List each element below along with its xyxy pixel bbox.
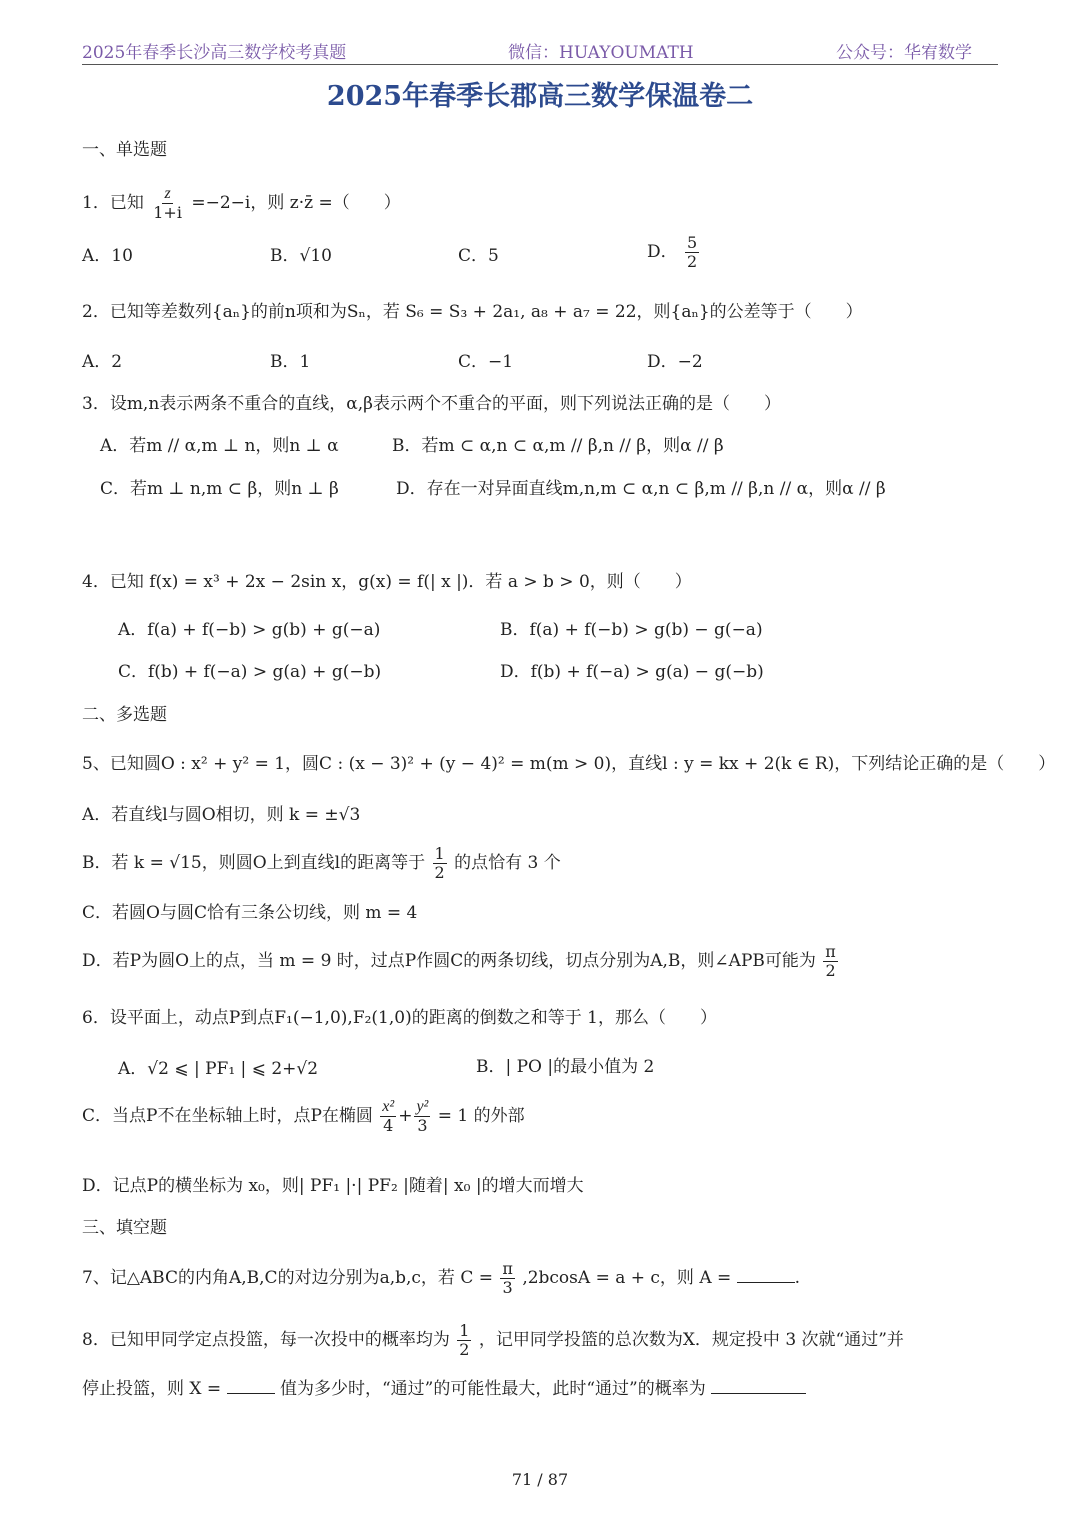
q1-option-c: C．5 — [458, 246, 499, 266]
q8-answer-blank-x[interactable] — [227, 1375, 275, 1394]
q5-option-d — [82, 943, 840, 980]
q6-c-denominator-4: 4 — [383, 1116, 394, 1135]
q5-b-numerator: 1 — [434, 844, 445, 863]
section-heading-fill-in: 三、填空题 — [82, 1218, 167, 1238]
q8-fraction — [457, 1322, 471, 1359]
q6-option-b: B．| PO |的最小值为 2 — [476, 1057, 655, 1077]
q3-option-c: C．若m ⊥ n,m ⊂ β，则n ⊥ β — [100, 479, 339, 499]
q7-answer-blank[interactable] — [737, 1264, 795, 1283]
q7-fraction — [500, 1260, 515, 1297]
q4-option-c: C．f(b) + f(−a) > g(a) + g(−b) — [118, 662, 382, 682]
q7-prefix: 7、记△ABC的内角A,B,C的对边分别为a,b,c，若 C = — [82, 1268, 493, 1288]
q1-fraction-numerator: z — [164, 185, 171, 202]
q2-option-b: B．1 — [270, 352, 311, 372]
q5-b-prefix: B．若 k = √15，则圆O上到直线l的距离等于 — [82, 853, 426, 873]
question-5-stem: 5、已知圆O : x² + y² = 1，圆C : (x − 3)² + (y − 4)² = m(m > 0)，直线l : y = kx + 2(k ∈ R)，下列结论正确的是（ ） — [82, 754, 1056, 774]
question-2-stem: 2．已知等差数列{aₙ}的前n项和为Sₙ，若 S₆ = S₃ + 2a₁, a₈ + a₇ = 22，则{aₙ}的公差等于（ ） — [82, 302, 863, 322]
q1-option-d — [647, 234, 701, 271]
q1-fraction-denominator: 1+i — [153, 203, 182, 222]
question-7-stem — [82, 1260, 800, 1297]
header-center: 微信：HUAYOUMATH — [508, 43, 694, 63]
q8-numerator: 1 — [459, 1321, 470, 1340]
section-heading-multiple-choice: 二、多选题 — [82, 705, 167, 725]
q8-line2-middle: 值为多少时，“通过”的可能性最大，此时“通过”的概率为 — [279, 1379, 706, 1399]
header-divider — [82, 64, 998, 65]
q6-option-d: D．记点P的横坐标为 x₀，则| PF₁ |·| PF₂ |随着| x₀ |的增大而增大 — [82, 1176, 584, 1196]
q6-option-a: A．√2 ⩽ | PF₁ | ⩽ 2+√2 — [118, 1059, 319, 1079]
q1-fraction — [151, 185, 184, 222]
header-left: 2025年春季长沙高三数学校考真题 — [82, 43, 347, 63]
q5-d-numerator: π — [825, 942, 836, 961]
q8-line2-prefix: 停止投篮，则 X = — [82, 1379, 222, 1399]
q6-c-denominator-3: 3 — [417, 1116, 428, 1135]
q1-option-b: B．√10 — [270, 246, 332, 266]
q7-numerator: π — [502, 1259, 513, 1278]
q8-suffix: ，记甲同学投篮的总次数为X．规定投中 3 次就“通过”并 — [478, 1330, 904, 1350]
q6-option-c — [82, 1098, 525, 1135]
q5-b-denominator: 2 — [434, 863, 445, 882]
q5-d-denominator: 2 — [825, 961, 836, 980]
q7-suffix: ,2bcosA = a + c，则 A = — [522, 1268, 732, 1288]
q3-option-d: D．存在一对异面直线m,n,m ⊂ α,n ⊂ β,m // β,n // α，则α // β — [396, 479, 886, 499]
question-4-stem: 4．已知 f(x) = x³ + 2x − 2sin x，g(x) = f(| x |)．若 a > b > 0，则（ ） — [82, 572, 692, 592]
question-8-stem — [82, 1322, 904, 1359]
q6-c-fraction-x — [380, 1098, 396, 1135]
page-title: 2025年春季长郡高三数学保温卷二 — [326, 81, 754, 112]
q1-prefix: 1．已知 — [82, 193, 144, 213]
q6-c-plus: + — [398, 1106, 413, 1126]
q1-suffix: =−2−i，则 z·z̄ =（ ） — [191, 193, 401, 213]
q6-c-fraction-y — [414, 1098, 430, 1135]
q8-prefix: 8．已知甲同学定点投篮，每一次投中的概率均为 — [82, 1330, 450, 1350]
q1-d-numerator: 5 — [687, 233, 698, 252]
section-heading-single-choice: 一、单选题 — [82, 140, 167, 160]
q7-end: . — [794, 1268, 801, 1288]
q6-c-numerator-x: x² — [382, 1098, 395, 1115]
q2-option-d: D．−2 — [647, 352, 703, 372]
q6-c-prefix: C．当点P不在坐标轴上时，点P在椭圆 — [82, 1106, 373, 1126]
q8-denominator: 2 — [459, 1340, 470, 1359]
q4-option-d: D．f(b) + f(−a) > g(a) − g(−b) — [500, 662, 764, 682]
q2-option-c: C．−1 — [458, 352, 514, 372]
q3-option-b: B．若m ⊂ α,n ⊂ α,m // β,n // β，则α // β — [392, 436, 724, 456]
q1-option-d-fraction — [685, 234, 699, 271]
question-8-line-2 — [82, 1375, 806, 1401]
question-3-stem: 3．设m,n表示两条不重合的直线，α,β表示两个不重合的平面，则下列说法正确的是（ ） — [82, 394, 781, 414]
q3-option-a: A．若m // α,m ⊥ n，则n ⊥ α — [100, 436, 339, 456]
q4-option-b: B．f(a) + f(−b) > g(b) − g(−a) — [500, 620, 763, 640]
q5-d-fraction — [823, 943, 838, 980]
q5-option-c: C．若圆O与圆C恰有三条公切线，则 m = 4 — [82, 903, 418, 923]
q5-b-fraction — [433, 845, 447, 882]
q6-c-suffix: = 1 的外部 — [437, 1106, 525, 1126]
page-number: 71 / 87 — [511, 1470, 569, 1489]
q2-option-a: A．2 — [82, 352, 123, 372]
q1-option-a: A．10 — [82, 246, 133, 266]
q4-option-a: A．f(a) + f(−b) > g(b) + g(−a) — [118, 620, 381, 640]
header-right: 公众号：华宥数学 — [836, 43, 972, 63]
q1-d-denominator: 2 — [687, 252, 698, 271]
q8-answer-blank-probability[interactable] — [711, 1375, 806, 1394]
q7-denominator: 3 — [502, 1278, 513, 1297]
question-6-stem: 6．设平面上，动点P到点F₁(−1,0),F₂(1,0)的距离的倒数之和等于 1，那么（ ） — [82, 1008, 717, 1028]
q1-option-d-label: D． — [647, 242, 678, 262]
q6-c-numerator-y: y² — [416, 1098, 429, 1115]
q5-d-prefix: D．若P为圆O上的点，当 m = 9 时，过点P作圆C的两条切线，切点分别为A,B，则∠APB可能为 — [82, 951, 816, 971]
q5-b-suffix: 的点恰有 3 个 — [454, 853, 561, 873]
question-1-stem — [82, 185, 401, 222]
q5-option-b — [82, 845, 561, 882]
q5-option-a: A．若直线l与圆O相切，则 k = ±√3 — [82, 805, 361, 825]
